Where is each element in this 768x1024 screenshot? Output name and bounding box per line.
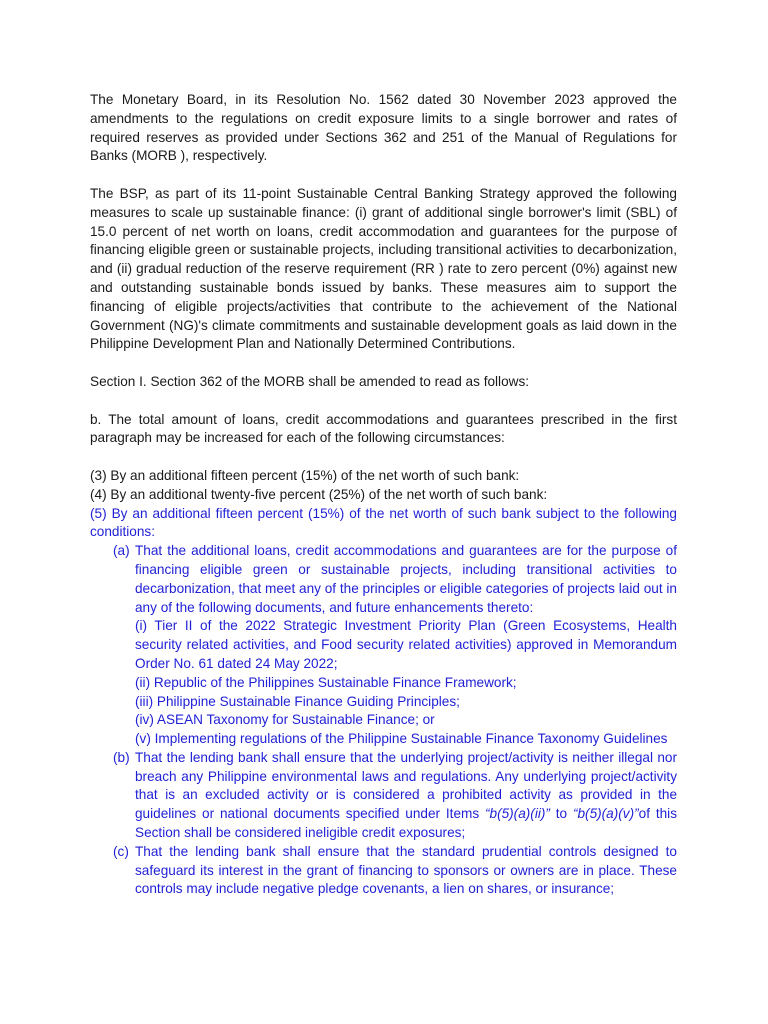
sub-item-ii: (ii) Republic of the Philippines Sustainable Finance Framework; — [135, 674, 517, 690]
condition-c-label: (c) — [113, 843, 129, 859]
condition-c — [113, 843, 677, 899]
sub-item-v: (v) Implementing regulations of the Philippine Sustainable Finance Taxonomy Guidelines — [135, 731, 668, 747]
condition-b — [113, 749, 677, 843]
condition-b-ref-1: “b(5)(a)(ii)” — [484, 806, 550, 822]
sub-item-i: (i) Tier II of the 2022 Strategic Investment Priority Plan (Green Ecosystems, Health security related activities, and Food security related activities) approved in Memorandum Order No. 61 dated 24 May 2022; — [135, 618, 677, 671]
condition-a-text: That the additional loans, credit accommodations and guarantees are for the purpose of financing eligible green or sustainable projects, including transitional activities to decarbonization, that meet any of the principles or eligible categories of projects laid out in any of the following documents, and future enhancements thereto: — [135, 543, 677, 615]
condition-a-label: (a) — [113, 543, 130, 559]
item-3: (3) By an additional fifteen percent (15%) of the net worth of such bank: — [90, 467, 520, 483]
condition-b-text-1: That the lending bank shall ensure that the underlying project/activity is neither illegal nor breach any Philippine environmental laws and regulations. Any underlying project/activity that is an excluded activity or is considered a prohibited activity as provided in the guidelines or national documents specified under Items — [135, 749, 677, 822]
condition-c-text: That the lending bank shall ensure that the standard prudential controls designed to safeguard its interest in the grant of financing to sponsors or owners are in place. These controls may include negative pledge covenants, a lien on shares, or insurance; — [135, 843, 677, 897]
section-heading: Section I. Section 362 of the MORB shall be amended to read as follows: — [90, 373, 530, 389]
sub-item-iii: (iii) Philippine Sustainable Finance Guiding Principles; — [135, 693, 460, 709]
condition-b-text-3: of this Section shall be considered ineligible credit exposures; — [135, 806, 677, 841]
condition-b-text — [135, 749, 677, 843]
condition-b-label: (b) — [113, 749, 130, 765]
document-page — [90, 91, 677, 899]
condition-a — [113, 542, 677, 617]
bsp-strategy-paragraph: The BSP, as part of its 11-point Sustainable Central Banking Strategy approved the following measures to scale up sustainable finance: (i) grant of additional single borrower's limit (SBL) of 15.0 percent of net worth on loans, credit accommodation and guarantees for the purpose of financing eligible green or sustainable projects, including transitional activities to decarbonization, and (ii) gradual reduction of the reserve requirement (RR ) rate to zero percent (0%) against new and outstanding sustainable bonds issued by banks. These measures aim to support the financing of eligible projects/activities that contribute to the achievement of the National Government (NG)'s climate commitments and sustainable development goals as laid down in the Philippine Development Plan and Nationally Determined Contributions. — [90, 185, 677, 352]
item-5: (5) By an additional fifteen percent (15%) of the net worth of such bank subject to the following conditions: — [90, 505, 677, 540]
condition-b-ref-2: “b(5)(a)(v)” — [572, 806, 639, 822]
item-4: (4) By an additional twenty-five percent (25%) of the net worth of such bank: — [90, 486, 548, 502]
paragraph-b: b. The total amount of loans, credit accommodations and guarantees prescribed in the first paragraph may be increased for each of the following circumstances: — [90, 411, 677, 446]
condition-b-text-2: to — [549, 806, 573, 822]
intro-paragraph: The Monetary Board, in its Resolution No. 1562 dated 30 November 2023 approved the amendments to the regulations on credit exposure limits to a single borrower and rates of required reserves as provided under Sections 362 and 251 of the Manual of Regulations for Banks (MORB ), respectively. — [90, 92, 677, 164]
sub-item-iv: (iv) ASEAN Taxonomy for Sustainable Finance; or — [135, 712, 435, 728]
